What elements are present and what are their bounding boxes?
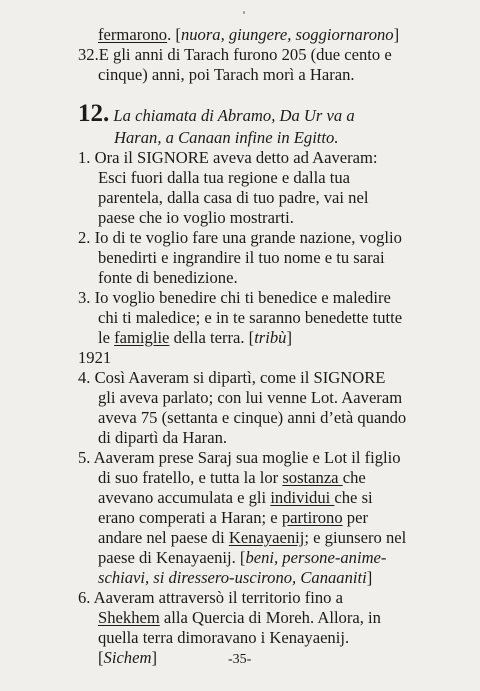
text-span: ] [366, 568, 373, 587]
page-number: -35- [228, 652, 252, 667]
text-line [78, 448, 401, 468]
text-span: andare nel paese di [98, 528, 229, 547]
underlined-word: individui [270, 488, 335, 507]
text-span: avevano accumulata e gli [98, 488, 271, 507]
text-span: 4. Così Aaveram si dipartì, come il SIGNORE [78, 368, 386, 387]
text-line [98, 488, 373, 508]
text-span: della terra. [ [169, 328, 255, 347]
text-line [78, 45, 392, 65]
text-span: che si [334, 488, 373, 507]
italic-text: Haran, a Canaan infine in Egitto. [114, 128, 339, 147]
text-line [98, 25, 399, 45]
text-span: 6. Aaveram attraversò il territorio fino a [78, 588, 343, 607]
italic-text: beni, persone-anime- [245, 548, 387, 567]
text-line [98, 188, 368, 208]
text-span: 5. Aaveram prese Saraj sua moglie e Lot il figlio [78, 448, 401, 467]
underlined-word: sostanza [282, 468, 343, 487]
text-line [98, 168, 350, 188]
text-span: 1921 [78, 348, 112, 367]
underlined-word: Shekhem [98, 608, 160, 627]
text-line [98, 268, 238, 288]
text-line [78, 288, 391, 308]
text-span: paese che io voglio mostrarti. [98, 208, 294, 227]
text-span: quella terra dimoravano i Kenayaenij. [98, 628, 350, 647]
text-line [98, 468, 366, 488]
text-line [78, 100, 355, 127]
text-span: 3. Io voglio benedire chi ti benedice e maledire [78, 288, 391, 307]
text-line [98, 248, 385, 268]
text-line [98, 568, 372, 588]
text-span: ; e giunsero nel [304, 528, 407, 547]
text-line [98, 408, 406, 428]
text-span: parentela, dalla casa di tuo padre, vai nel [98, 188, 369, 207]
text-line [78, 588, 343, 608]
text-line [98, 388, 402, 408]
text-line [98, 65, 355, 85]
text-line [78, 348, 111, 368]
text-line [98, 548, 386, 568]
text-line [98, 648, 157, 668]
underlined-word: famiglie [114, 328, 170, 347]
text-span: Esci fuori dalla tua regione e dalla tua [98, 168, 351, 187]
text-span: di suo fratello, e tutta la lor [98, 468, 283, 487]
text-span: [ [98, 648, 104, 667]
text-span: 32.E gli anni di Tarach furono 205 (due cento e [78, 45, 392, 64]
text-span: per [342, 508, 368, 527]
text-span: 2. Io di te voglio fare una grande nazione, voglio [78, 228, 402, 247]
text-span: gli aveva parlato; con lui venne Lot. Aaveram [98, 388, 403, 407]
text-line [78, 368, 385, 388]
text-span: aveva 75 (settanta e cinque) anni d’età quando [98, 408, 407, 427]
underlined-word: fermarono [98, 25, 168, 44]
text-line [98, 308, 402, 328]
italic-text: nuora, giungere, soggiornarono [180, 25, 394, 44]
scan-speck [243, 11, 245, 14]
text-span: erano comperati a Haran; e [98, 508, 282, 527]
text-line [98, 608, 381, 628]
text-span: . [ [167, 25, 181, 44]
text-span: 1. Ora il SIGNORE aveva detto ad Aaveram: [78, 148, 378, 167]
text-span: ] [286, 328, 292, 347]
text-span: ] [393, 25, 400, 44]
text-line [98, 508, 368, 528]
text-line [98, 528, 406, 548]
text-span: chi ti maledice; e in te saranno benedette tutte [98, 308, 403, 327]
italic-text: tribù [254, 328, 287, 347]
text-line [114, 128, 338, 148]
text-span: alla Quercia di Moreh. Allora, in [159, 608, 381, 627]
text-span: che [342, 468, 366, 487]
text-line [98, 208, 294, 228]
text-line [98, 428, 227, 448]
text-line [98, 328, 292, 348]
text-span: fonte di benedizione. [98, 268, 238, 287]
text-span: benedirti e ingrandire il tuo nome e tu sarai [98, 248, 385, 267]
text-span: 12. [78, 100, 110, 127]
underlined-word: Kenayaenij [228, 528, 305, 547]
underlined-word: partirono [281, 508, 343, 527]
text-span: di dipartì da Haran. [98, 428, 228, 447]
text-span: paese di Kenayaenij. [ [98, 548, 246, 567]
text-line [78, 228, 402, 248]
text-line [78, 148, 378, 168]
text-span: La chiamata di Abramo, Da Ur va a [109, 106, 355, 125]
text-span: ] [151, 648, 157, 667]
text-span: cinque) anni, poi Tarach morì a Haran. [98, 65, 355, 84]
italic-text: Sichem [103, 648, 152, 667]
text-line [98, 628, 349, 648]
text-span: le [98, 328, 115, 347]
italic-text: schiavi, si diressero-uscirono, Canaaniti [98, 568, 367, 587]
